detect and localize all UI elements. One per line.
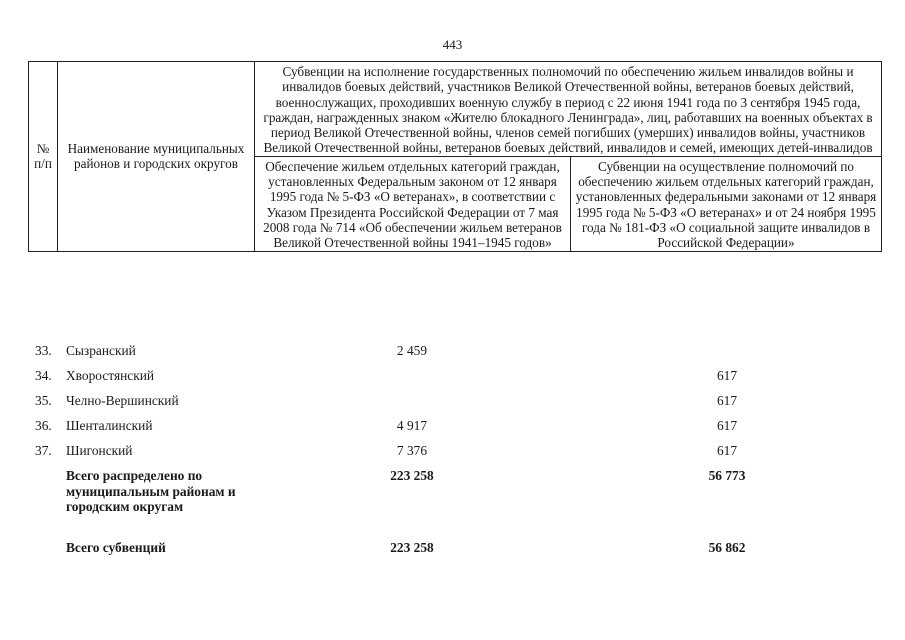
row-value-2: 617: [716, 443, 738, 458]
table-body: [28, 339, 881, 560]
row-name: Сызранский: [66, 343, 136, 358]
total-value-1: 223 258: [390, 468, 434, 483]
table-row-total-distributed: [28, 464, 881, 534]
row-name: Хворостянский: [66, 368, 155, 383]
row-value-2: 617: [716, 418, 738, 433]
total-label: Всего распределено по муниципальным районам и городским округам: [66, 468, 236, 514]
total-value-2: 56 773: [708, 468, 746, 483]
column-header-subvention-powers: Субвенции на осуществление полномочий по обеспечению жильем отдельных категорий граждан, установленных федеральными законами от 12 января 1995 года № 5-ФЗ «О ветеранах» и от 24 ноября 1995 года № 181-ФЗ «О социальной защите инвалидов в Российской Федерации»: [571, 156, 882, 251]
row-number: 35.: [35, 393, 52, 408]
row-value-1: 2 459: [396, 343, 428, 358]
row-value-2: 617: [716, 393, 738, 408]
table-row-total-subventions: [28, 536, 881, 560]
row-value-1: 7 376: [396, 443, 428, 458]
total-label: Всего субвенций: [66, 540, 166, 555]
column-group-header: Субвенции на исполнение государственных полномочий по обеспечению жильем инвалидов войны и инвалидов боевых действий, участников Великой Отечественной войны, ветеранов боевых действий, военнослужащих, проходивших военную службу в период с 22 июня 1941 года по 3 сентября 1945 года, граждан, награжденных знаком «Жителю блокадного Ленинграда», лиц, работавших на военных объектах в период Великой Отечественной войны, членов семей погибших (умерших) инвалидов войны, участников Великой Отечественной войны, ветеранов боевых действий, инвалидов и семей, имеющих детей-инвалидов: [255, 62, 882, 157]
page-number: 443: [442, 37, 463, 52]
row-number: 37.: [35, 443, 52, 458]
row-number: 33.: [35, 343, 52, 358]
row-name: Шенталинский: [66, 418, 153, 433]
row-number: 34.: [35, 368, 52, 383]
row-name: Челно-Вершинский: [66, 393, 179, 408]
row-number: 36.: [35, 418, 52, 433]
column-header-veterans-housing: Обеспечение жильем отдельных категорий граждан, установленных Федеральным законом от 12 января 1995 года № 5-ФЗ «О ветеранах», в соответствии с Указом Президента Российской Федерации от 7 мая 2008 года № 714 «Об обеспечении жильем ветеранов Великой Отечественной войны 1941–1945 годов»: [255, 156, 571, 251]
column-header-name: Наименование муниципальных районов и городских округов: [58, 62, 255, 252]
row-value-2: 617: [716, 368, 738, 383]
column-header-number: № п/п: [29, 62, 58, 252]
table-row: [28, 439, 881, 464]
table-row: [28, 389, 881, 414]
table-row: [28, 364, 881, 389]
table-row: [28, 339, 881, 364]
total-value-2: 56 862: [708, 540, 746, 555]
total-value-1: 223 258: [390, 540, 434, 555]
row-value-1: 4 917: [396, 418, 428, 433]
row-name: Шигонский: [66, 443, 133, 458]
table-header: [28, 61, 882, 252]
table-row: [28, 414, 881, 439]
